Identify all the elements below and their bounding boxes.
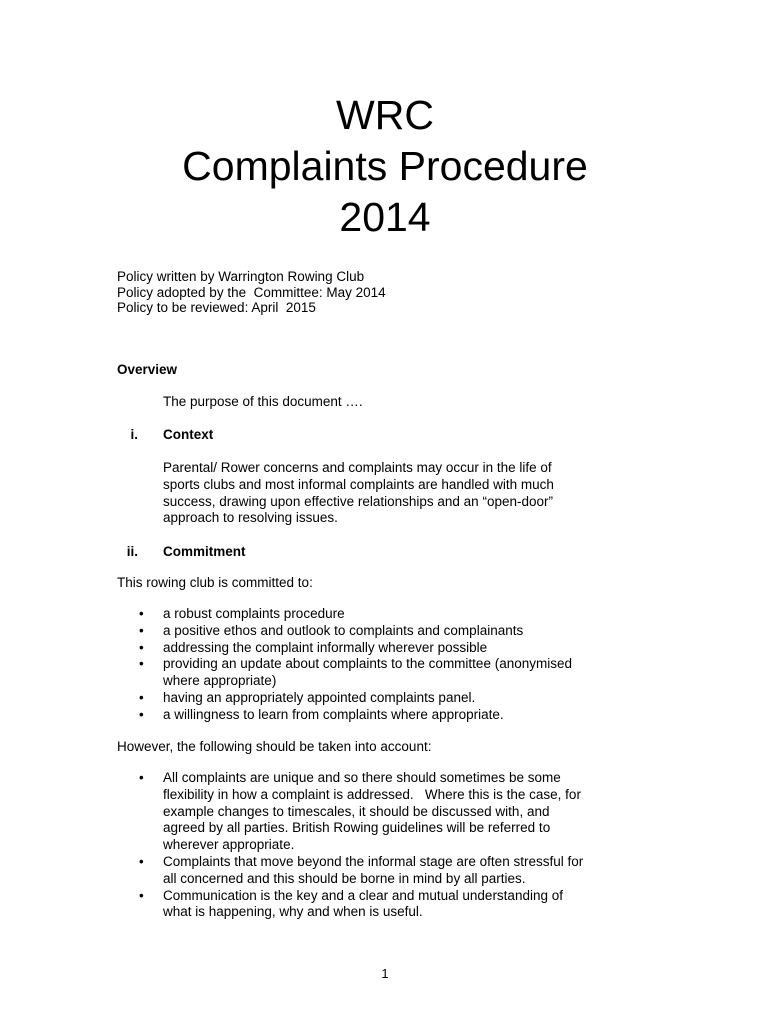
policy-adopted: Policy adopted by the Committee: May 2014 bbox=[117, 284, 386, 300]
title-line-2: Complaints Procedure bbox=[182, 143, 588, 189]
context-line: success, drawing upon effective relationships and an “open-door” bbox=[163, 493, 553, 509]
list-item-text: agreed by all parties. British Rowing guidelines will be referred to bbox=[163, 820, 551, 836]
policy-metadata bbox=[117, 269, 386, 316]
list-item-text: flexibility in how a complaint is addressed. Where this is the case, for bbox=[163, 786, 581, 802]
context-numeral: i. bbox=[130, 427, 138, 442]
commitment-list bbox=[139, 606, 663, 724]
commitment-intro: This rowing club is committed to: bbox=[117, 575, 313, 590]
page-number: 1 bbox=[381, 966, 389, 981]
document-title bbox=[0, 90, 770, 243]
list-item-text: a robust complaints procedure bbox=[163, 606, 345, 621]
overview-text: The purpose of this document …. bbox=[163, 394, 363, 409]
list-item-text: where appropriate) bbox=[163, 673, 277, 689]
context-paragraph bbox=[163, 460, 554, 527]
list-item bbox=[139, 770, 663, 854]
context-line: Parental/ Rower concerns and complaints may occur in the life of bbox=[163, 460, 552, 475]
context-line: approach to resolving issues. bbox=[163, 510, 338, 526]
list-item-text: what is happening, why and when is useful. bbox=[163, 904, 423, 920]
list-item-text: Communication is the key and a clear and mutual understanding of bbox=[163, 887, 563, 903]
bullet-icon: • bbox=[139, 606, 144, 621]
list-item-text: wherever appropriate. bbox=[163, 837, 295, 853]
overview-heading: Overview bbox=[117, 362, 178, 377]
list-item bbox=[139, 656, 663, 690]
considerations-intro: However, the following should be taken into account: bbox=[117, 739, 432, 754]
bullet-icon: • bbox=[139, 622, 144, 638]
list-item-text: example changes to timescales, it should be discussed with, and bbox=[163, 803, 550, 819]
list-item-text: addressing the complaint informally wherever possible bbox=[163, 639, 488, 655]
bullet-icon: • bbox=[139, 770, 144, 785]
title-line-3: 2014 bbox=[339, 194, 431, 240]
considerations-list bbox=[139, 770, 663, 921]
commitment-numeral: ii. bbox=[126, 544, 138, 559]
list-item-text: Complaints that move beyond the informal stage are often stressful for bbox=[163, 853, 584, 869]
policy-written-by: Policy written by Warrington Rowing Club bbox=[117, 269, 365, 284]
policy-review-date: Policy to be reviewed: April 2015 bbox=[117, 300, 316, 315]
bullet-icon: • bbox=[139, 706, 144, 722]
list-item bbox=[139, 622, 663, 640]
bullet-icon: • bbox=[139, 887, 144, 903]
list-item bbox=[139, 853, 663, 888]
bullet-icon: • bbox=[139, 853, 144, 869]
list-item bbox=[139, 689, 663, 707]
list-item bbox=[139, 606, 663, 623]
list-item bbox=[139, 639, 663, 657]
bullet-icon: • bbox=[139, 656, 144, 672]
list-item bbox=[139, 706, 663, 724]
context-line: sports clubs and most informal complaints are handled with much bbox=[163, 476, 554, 492]
list-item-text: all concerned and this should be borne in mind by all parties. bbox=[163, 870, 526, 886]
list-item-text: providing an update about complaints to the committee (anonymised bbox=[163, 656, 572, 672]
bullet-icon: • bbox=[139, 639, 144, 655]
list-item-text: All complaints are unique and so there should sometimes be some bbox=[163, 770, 561, 785]
commitment-heading: Commitment bbox=[163, 544, 246, 559]
list-item-text: having an appropriately appointed complaints panel. bbox=[163, 689, 476, 705]
title-line-1: WRC bbox=[336, 92, 434, 138]
bullet-icon: • bbox=[139, 689, 144, 705]
list-item-text: a willingness to learn from complaints where appropriate. bbox=[163, 706, 504, 722]
list-item-text: a positive ethos and outlook to complaints and complainants bbox=[163, 622, 524, 638]
list-item bbox=[139, 887, 663, 922]
context-heading: Context bbox=[163, 427, 214, 442]
